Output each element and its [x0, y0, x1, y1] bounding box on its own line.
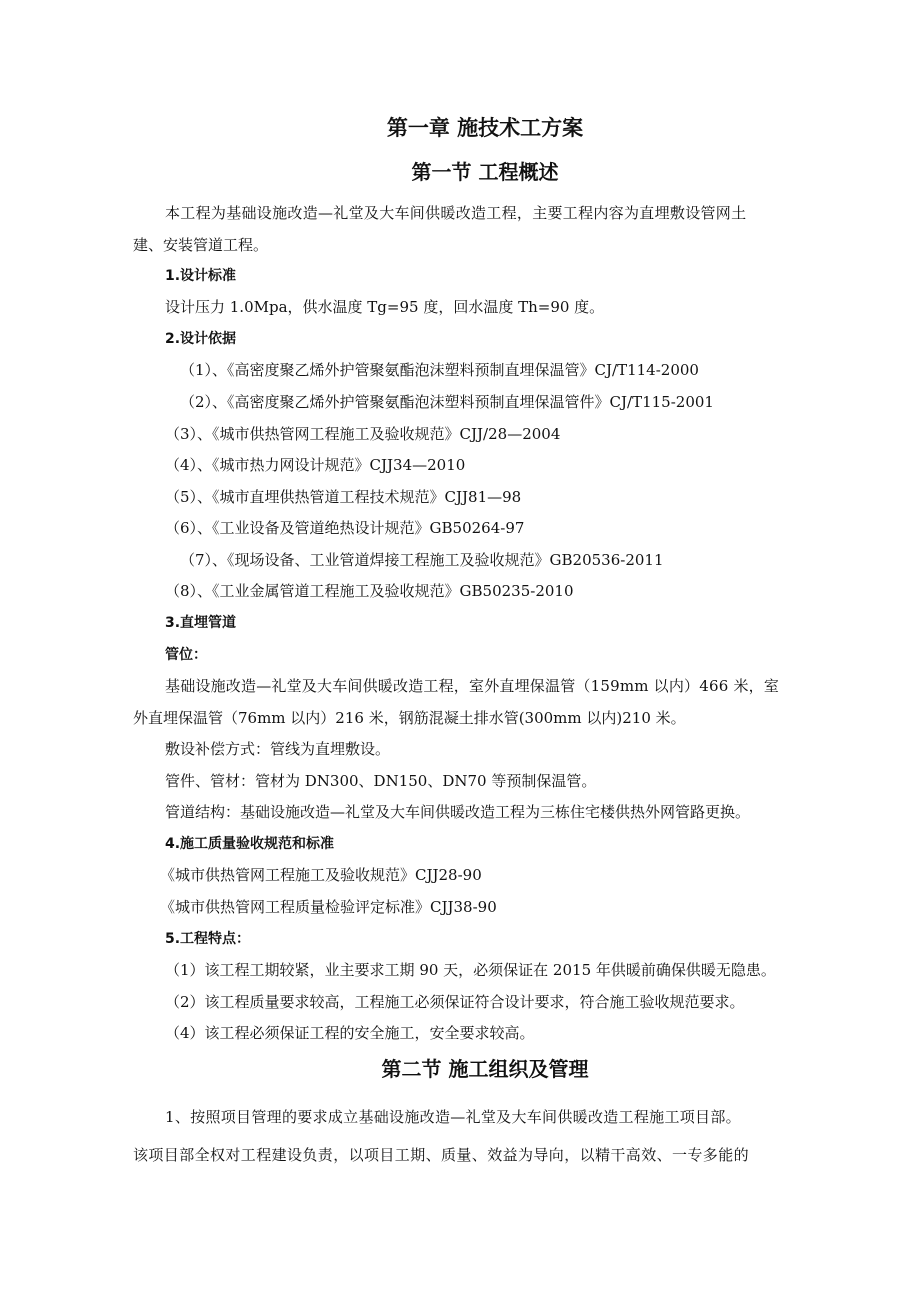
- management-text-1: 1、按照项目管理的要求成立基础设施改造—礼堂及大车间供暖改造工程施工项目部。: [165, 1108, 741, 1126]
- pipe-text-4: 管件、管材：管材为 DN300、DN150、DN70 等预制保温管。: [165, 772, 597, 790]
- basis-item-1: （1）、《高密度聚乙烯外护管聚氨酯泡沫塑料预制直埋保温管》CJ/T114-2000: [180, 361, 699, 379]
- section-title-overview: 第一节 工程概述: [411, 160, 559, 184]
- basis-item-2: （2）、《高密度聚乙烯外护管聚氨酯泡沫塑料预制直埋保温管件》CJ/T115-2001: [180, 393, 714, 411]
- heading-pipe-position: 管位：: [165, 647, 207, 663]
- chapter-title: 第一章 施技术工方案: [386, 115, 584, 140]
- basis-item-4: （4）、《城市热力网设计规范》CJJ34—2010: [165, 456, 466, 474]
- feature-item-1: （1）该工程工期较紧，业主要求工期 90 天，必须保证在 2015 年供暖前确保供暖无隐患。: [165, 961, 776, 979]
- basis-item-7: （7）、《现场设备、工业管道焊接工程施工及验收规范》GB20536-2011: [180, 551, 664, 569]
- intro-line-2: 建、安装管道工程。: [133, 236, 269, 254]
- basis-item-3: （3）、《城市供热管网工程施工及验收规范》CJJ/28—2004: [165, 425, 561, 443]
- pipe-text-5: 管道结构：基础设施改造—礼堂及大车间供暖改造工程为三栋住宅楼供热外网管路更换。: [165, 803, 751, 821]
- feature-item-3: （4）该工程必须保证工程的安全施工，安全要求较高。: [165, 1024, 535, 1042]
- heading-quality-standards: 4.施工质量验收规范和标准: [165, 836, 335, 852]
- feature-item-2: （2）该工程质量要求较高，工程施工必须保证符合设计要求，符合施工验收规范要求。: [165, 993, 745, 1011]
- heading-design-basis: 2.设计依据: [165, 331, 237, 347]
- quality-item-1: 《城市供热管网工程施工及验收规范》CJJ28-90: [160, 866, 482, 884]
- quality-item-2: 《城市供热管网工程质量检验评定标准》CJJ38-90: [160, 898, 497, 916]
- pipe-text-2: 外直埋保温管（76mm 以内）216 米，钢筋混凝土排水管(300mm 以内)210 米。: [133, 709, 686, 727]
- pipe-text-1: 基础设施改造—礼堂及大车间供暖改造工程，室外直埋保温管（159mm 以内）466 米，室: [165, 677, 780, 695]
- basis-item-8: （8）、《工业金属管道工程施工及验收规范》GB50235-2010: [165, 582, 574, 600]
- heading-project-features: 5.工程特点：: [165, 931, 251, 947]
- basis-item-6: （6）、《工业设备及管道绝热设计规范》GB50264-97: [165, 519, 525, 537]
- section-title-management: 第二节 施工组织及管理: [381, 1057, 589, 1081]
- management-text-2: 该项目部全权对工程建设负责，以项目工期、质量、效益为导向，以精干高效、一专多能的: [133, 1146, 750, 1164]
- intro-line-1: 本工程为基础设施改造—礼堂及大车间供暖改造工程，主要工程内容为直埋敷设管网土: [165, 204, 747, 222]
- basis-item-5: （5）、《城市直埋供热管道工程技术规范》CJJ81—98: [165, 488, 522, 506]
- heading-buried-pipe: 3.直埋管道: [165, 615, 237, 631]
- pipe-text-3: 敷设补偿方式：管线为直埋敷设。: [165, 740, 391, 758]
- heading-design-standard: 1.设计标准: [165, 268, 237, 284]
- design-standard-text: 设计压力 1.0Mpa，供水温度 Tg=95 度，回水温度 Th=90 度。: [165, 298, 605, 316]
